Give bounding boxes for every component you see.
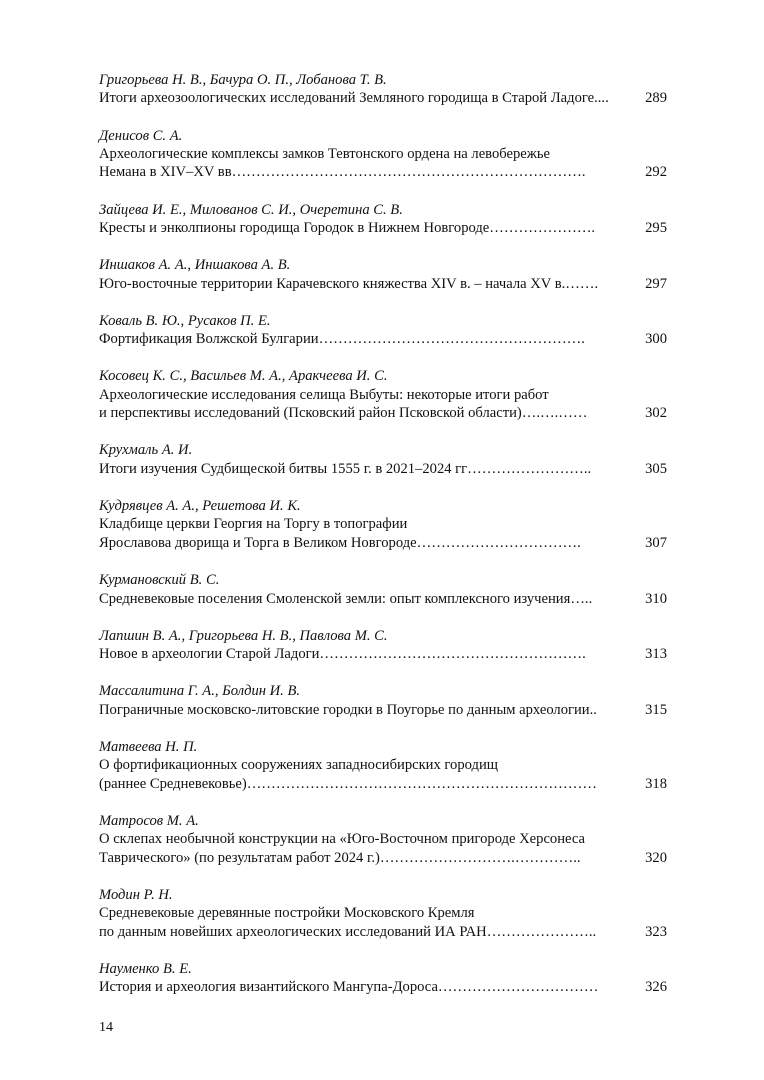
toc-entry-title-line: Археологические исследования селища Выбуты: некоторые итоги работ: [99, 386, 549, 403]
toc-entry-last-line: [99, 275, 667, 293]
toc-entry: [99, 441, 667, 478]
toc-entry-title-line: Археологические комплексы замков Тевтонского ордена на левобережье: [99, 146, 550, 163]
toc-entry: [99, 497, 667, 552]
toc-entry-last-line: [99, 701, 667, 719]
toc-entry-last-line: [99, 923, 667, 941]
toc-entry: [99, 201, 667, 238]
toc-entry: [99, 960, 667, 997]
toc-entry-last-line: [99, 978, 667, 996]
toc-entry: [99, 886, 667, 941]
toc-entry-page-number: 305: [645, 460, 667, 477]
toc-entry-page-number: 315: [645, 701, 667, 718]
toc-entry-page-number: 289: [645, 90, 667, 107]
toc-entry-authors: Массалитина Г. А., Болдин И. В.: [99, 683, 301, 700]
toc-entry-authors: Матвеева Н. П.: [99, 738, 198, 755]
toc-entry-authors: Иншаков А. А., Иншакова А. В.: [99, 257, 291, 274]
toc-entry-page-number: 307: [645, 534, 667, 551]
toc-entry-page-number: 320: [645, 849, 667, 866]
toc-entry-last-line: [99, 460, 667, 478]
toc-entry-title-leader: (раннее Средневековье)………………………………………………………………: [99, 775, 597, 792]
toc-entry-last-line: [99, 89, 667, 107]
toc-entry-title-leader: Юго-восточные территории Карачевского княжества XIV в. – начала XV в.…….: [99, 275, 599, 292]
toc-entry-page-number: 302: [645, 405, 667, 422]
toc-entry-authors: Науменко В. Е.: [99, 960, 192, 977]
toc-entry-last-line: [99, 330, 667, 348]
toc-entry-last-line: [99, 404, 667, 422]
toc-entry-authors: Коваль В. Ю., Русаков П. Е.: [99, 312, 271, 329]
toc-entry-authors: Кудрявцев А. А., Решетова И. К.: [99, 498, 301, 515]
toc-entry-last-line: [99, 534, 667, 552]
toc-entry-title-leader: Средневековые поселения Смоленской земли: опыт комплексного изучения…..: [99, 590, 593, 607]
toc-entry-authors: Лапшин В. А., Григорьева Н. В., Павлова М. С.: [99, 627, 388, 644]
toc-entry-title-leader: Новое в археологии Старой Ладоги……………………………………………….: [99, 646, 586, 663]
toc-entry: [99, 812, 667, 867]
toc-entry-title-leader: История и археология византийского Мангупа-Дороса……………………………: [99, 979, 599, 996]
toc-entry-title-leader: Пограничные московско-литовские городки в Поугорье по данным археологии..: [99, 701, 597, 718]
toc-entry-title-leader: по данным новейших археологических исследований ИА РАН…………………..: [99, 923, 597, 940]
toc-entry: [99, 682, 667, 719]
toc-entry-last-line: [99, 775, 667, 793]
toc-entry-last-line: [99, 849, 667, 867]
toc-entry-authors: Косовец К. С., Васильев М. А., Аракчеева И. С.: [99, 368, 388, 385]
toc-entry: [99, 738, 667, 793]
toc-entry-authors: Курмановский В. С.: [99, 572, 220, 589]
toc-entry-title-leader: Кресты и энколпионы городища Городок в Нижнем Новгороде………………….: [99, 220, 596, 237]
toc-entry-page-number: 310: [645, 590, 667, 607]
toc-entry: [99, 571, 667, 608]
toc-entry-title-line: О склепах необычной конструкции на «Юго-Восточном пригороде Херсонеса: [99, 831, 585, 848]
toc-entry-title-leader: Итоги изучения Судбищеской битвы 1555 г. в 2021–2024 гг……………………..: [99, 460, 592, 477]
toc-entry: [99, 367, 667, 422]
toc-entry-page-number: 318: [645, 775, 667, 792]
toc-entry: [99, 312, 667, 349]
toc-entry-page-number: 297: [645, 275, 667, 292]
toc-entry-last-line: [99, 645, 667, 663]
toc-entry-last-line: [99, 590, 667, 608]
page-number: 14: [99, 1020, 113, 1035]
toc-entry: [99, 127, 667, 182]
toc-entry-authors: Григорьева Н. В., Бачура О. П., Лобанова Т. В.: [99, 72, 387, 88]
toc-entry-authors: Матросов М. А.: [99, 812, 199, 829]
toc-entry-title-leader: Немана в XIV–XV вв……………………………………………………………….: [99, 164, 586, 181]
toc-entry-last-line: [99, 219, 667, 237]
toc-entry-title-leader: Итоги археозоологических исследований Земляного городища в Старой Ладоге....: [99, 90, 609, 107]
toc-entry-title-line: Средневековые деревянные постройки Московского Кремля: [99, 905, 475, 922]
toc-entry-title-line: Кладбище церкви Георгия на Торгу в топографии: [99, 516, 408, 533]
toc-entry-title-leader: Ярославова дворища и Торга в Великом Новгороде…………………………….: [99, 534, 581, 551]
toc-entry: [99, 256, 667, 293]
toc-entry-authors: Модин Р. Н.: [99, 886, 173, 903]
toc-entry-page-number: 292: [645, 164, 667, 181]
toc-entry-page-number: 295: [645, 220, 667, 237]
toc-entry-page-number: 300: [645, 331, 667, 348]
toc-entry: [99, 627, 667, 664]
toc-entry-authors: Денисов С. А.: [99, 127, 183, 144]
toc-entry-page-number: 313: [645, 646, 667, 663]
toc-entry-last-line: [99, 163, 667, 181]
toc-entry-title-line: О фортификационных сооружениях западносибирских городищ: [99, 757, 498, 774]
toc-entry: [99, 71, 667, 108]
toc-entry-page-number: 323: [645, 923, 667, 940]
table-of-contents: [99, 71, 667, 1016]
toc-entry-title-leader: Таврического» (по результатам работ 2024 г.)……………………….…………..: [99, 849, 581, 866]
toc-entry-authors: Крухмаль А. И.: [99, 442, 193, 459]
toc-entry-title-leader: и перспективы исследований (Псковский район Псковской области)….….……: [99, 405, 588, 422]
toc-entry-title-leader: Фортификация Волжской Булгарии……………………………………………….: [99, 331, 585, 348]
toc-entry-authors: Зайцева И. Е., Милованов С. И., Очеретина С. В.: [99, 201, 403, 218]
toc-entry-page-number: 326: [645, 979, 667, 996]
